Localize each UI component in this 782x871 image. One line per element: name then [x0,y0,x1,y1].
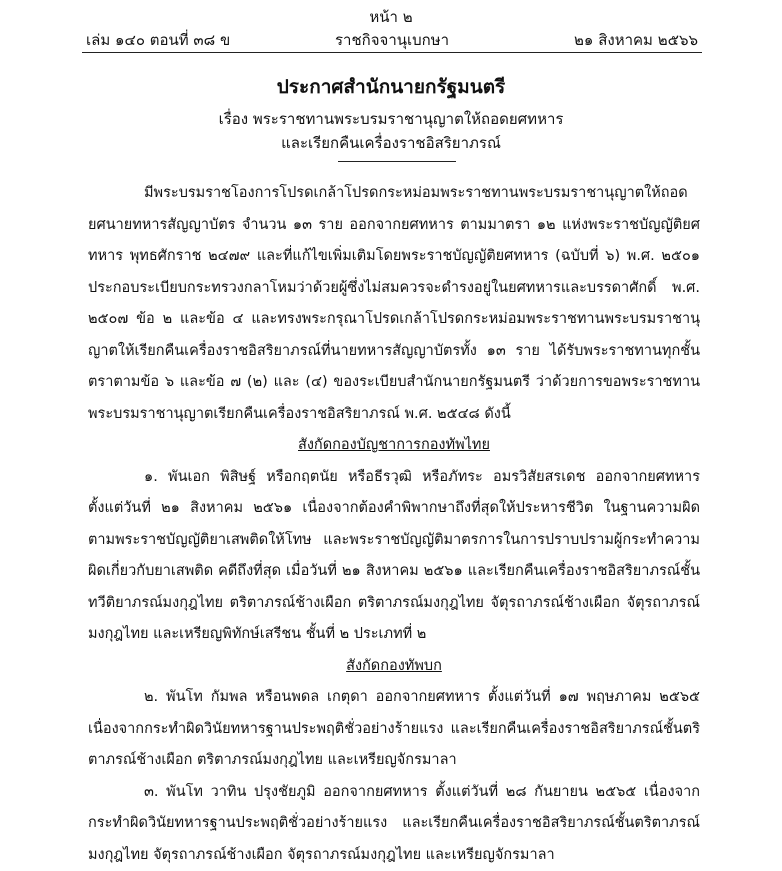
list-item: ๑. พันเอก พิสิษฐ์ หรือกฤตนัย หรือธีรวุฒิ หรือภัทระ อมรวิสัยสรเดช ออกจากยศทหาร ตั้งแต่วันที่ ๒๑ สิงหาคม ๒๕๖๑ เนื่องจากต้องคำพิพากษาถึงที่สุดให้ประหารชีวิต ในฐานความผิดตามพระราชบัญญัติยาเสพติดให้โทษ และพระราชบัญญัติมาตรการในการปราบปรามผู้กระทำความผิดเกี่ยวกับยาเสพติด คดีถึงที่สุด เมื่อวันที่ ๒๑ สิงหาคม ๒๕๖๑ และเรียกคืนเครื่องราชอิสริยาภรณ์ชั้นทวีติยาภรณ์มงกุฎไทย ตริตาภรณ์ช้างเผือก ตริตาภรณ์มงกุฎไทย จัตุรถาภรณ์ช้างเผือก จัตุรถาภรณ์มงกุฎไทย และเหรียญพิทักษ์เสรีชน ชั้นที่ ๒ ประเภทที่ ๒ [88,462,700,651]
list-item: ๓. พันโท วาทิน ปรุงชัยภูมิ ออกจากยศทหาร ตั้งแต่วันที่ ๒๘ กันยายน ๒๕๖๕ เนื่องจากกระทำผิดวินัยทหารฐานประพฤติชั่วอย่างร้ายแรง และเรียกคืนเครื่องราชอิสริยาภรณ์ชั้นตริตาภรณ์มงกุฎไทย จัตุรถาภรณ์ช้างเผือก จัตุรถาภรณ์มงกุฎไทย และเหรียญจักรมาลา [88,777,700,871]
page-number: หน้า ๒ [0,5,782,29]
announcement-title: ประกาศสำนักนายกรัฐมนตรี [0,72,782,102]
publication-date: ๒๑ สิงหาคม ๒๕๖๖ [574,28,698,52]
subject-divider [338,161,456,162]
page-header [0,0,782,48]
subject-line-2: และเรียกคืนเครื่องราชอิสริยาภรณ์ [0,131,782,155]
announcement-subject [0,107,782,155]
intro-paragraph: มีพระบรมราชโองการโปรดเกล้าโปรดกระหม่อมพระราชทานพระบรมราชานุญาตให้ถอดยศนายทหารสัญญาบัตร จำนวน ๑๓ ราย ออกจากยศทหาร ตามมาตรา ๑๒ แห่งพระราชบัญญัติยศทหาร พุทธศักราช ๒๔๗๙ และที่แก้ไขเพิ่มเติมโดยพระราชบัญญัติยศทหาร (ฉบับที่ ๖) พ.ศ. ๒๕๐๑ ประกอบระเบียบกระทรวงกลาโหมว่าด้วยผู้ซึ่งไม่สมควรจะดำรงอยู่ในยศทหารและบรรดาศักดิ์ พ.ศ. ๒๕๐๗ ข้อ ๒ และข้อ ๔ และทรงพระกรุณาโปรดเกล้าโปรดกระหม่อมพระราชทานพระบรมราชานุญาตให้เรียกคืนเครื่องราชอิสริยาภรณ์ที่นายทหารสัญญาบัตรทั้ง ๑๓ ราย ได้รับพระราชทานทุกชั้นตราตามข้อ ๖ และข้อ ๗ (๒) และ (๔) ของระเบียบสำนักนายกรัฐมนตรี ว่าด้วยการขอพระราชทานพระบรมราชานุญาตเรียกคืนเครื่องราชอิสริยาภรณ์ พ.ศ. ๒๕๔๘ ดังนี้ [88,178,700,430]
header-divider [82,52,702,53]
section-heading-army: สังกัดกองทัพบก [88,651,700,683]
announcement-body [88,178,700,871]
subject-line-1: เรื่อง พระราชทานพระบรมราชานุญาตให้ถอดยศทหาร [0,107,782,131]
section-heading-armed-forces-hq: สังกัดกองบัญชาการกองทัพไทย [88,430,700,462]
list-item: ๒. พันโท กัมพล หรือนพดล เกตุดา ออกจากยศทหาร ตั้งแต่วันที่ ๑๗ พฤษภาคม ๒๕๖๕ เนื่องจากกระทำผิดวินัยทหารฐานประพฤติชั่วอย่างร้ายแรง และเรียกคืนเครื่องราชอิสริยาภรณ์ชั้นตริตาภรณ์ช้างเผือก ตริตาภรณ์มงกุฎไทย และเหรียญจักรมาลา [88,682,700,777]
volume-info: เล่ม ๑๔๐ ตอนที่ ๓๘ ข [86,28,230,52]
publication-name: ราชกิจจานุเบกษา [335,28,449,52]
